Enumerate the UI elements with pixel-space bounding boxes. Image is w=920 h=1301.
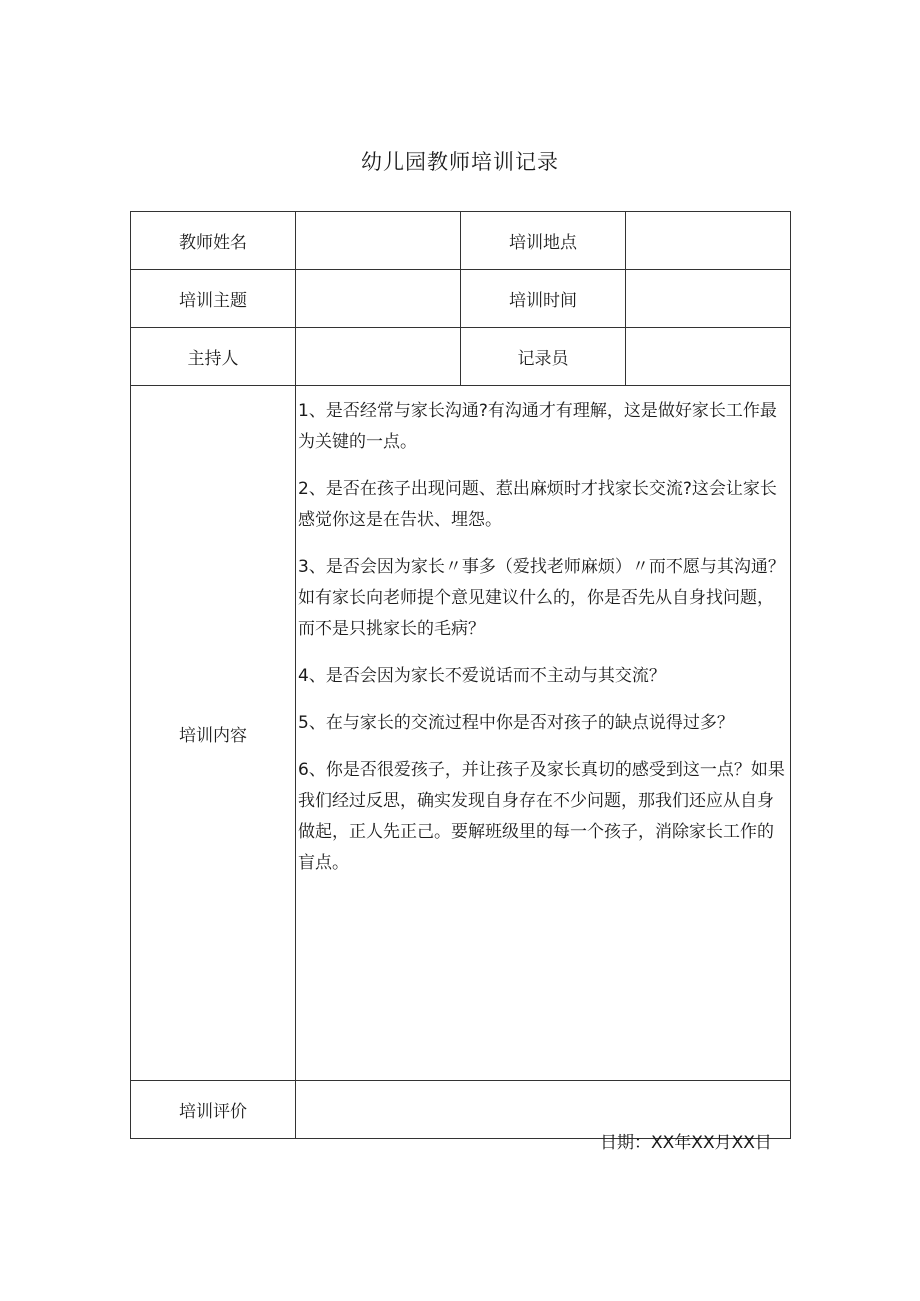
content-item: 4、是否会因为家长不爱说话而不主动与其交流？: [298, 666, 666, 686]
training-evaluation-label: 培训评价: [131, 1081, 296, 1139]
content-item: 2、是否在孩子出现问题、惹出麻烦时才找家长交流?这会让家长感觉你这是在告状、埋怨。: [298, 479, 777, 530]
date-line: 日期：XX年XX月XX日: [600, 1133, 772, 1153]
training-location-label: 培训地点: [461, 212, 626, 270]
host-label: 主持人: [131, 328, 296, 386]
training-content-label: 培训内容: [131, 386, 296, 1081]
content-item: 1、是否经常与家长沟通?有沟通才有理解，这是做好家长工作最为关键的一点。: [298, 401, 777, 452]
table-row: [131, 212, 791, 270]
training-record-table: [130, 211, 791, 1139]
host-field[interactable]: [296, 328, 461, 386]
training-topic-field[interactable]: [296, 270, 461, 328]
training-topic-label: 培训主题: [131, 270, 296, 328]
training-time-field[interactable]: [626, 270, 791, 328]
table-row: [131, 1081, 791, 1139]
content-item: 6、你是否很爱孩子，并让孩子及家长真切的感受到这一点？如果我们经过反思，确实发现自身存在不少问题，那我们还应从自身做起，正人先正己。要解班级里的每一个孩子，消除家长工作的盲点。: [298, 760, 785, 873]
training-evaluation-field[interactable]: [296, 1081, 791, 1139]
teacher-name-label: 教师姓名: [131, 212, 296, 270]
table-row: [131, 328, 791, 386]
content-item: 3、是否会因为家长〃事多（爱找老师麻烦）〃而不愿与其沟通？如有家长向老师提个意见建议什么的，你是否先从自身找问题，而不是只挑家长的毛病？: [298, 557, 785, 639]
table-row: [131, 270, 791, 328]
training-time-label: 培训时间: [461, 270, 626, 328]
teacher-name-field[interactable]: [296, 212, 461, 270]
recorder-field[interactable]: [626, 328, 791, 386]
table-row: [131, 386, 791, 1081]
recorder-label: 记录员: [461, 328, 626, 386]
document-title: 幼儿园教师培训记录: [361, 150, 559, 174]
content-item: 5、在与家长的交流过程中你是否对孩子的缺点说得过多？: [298, 713, 734, 733]
training-location-field[interactable]: [626, 212, 791, 270]
training-content-body: [296, 386, 791, 1081]
